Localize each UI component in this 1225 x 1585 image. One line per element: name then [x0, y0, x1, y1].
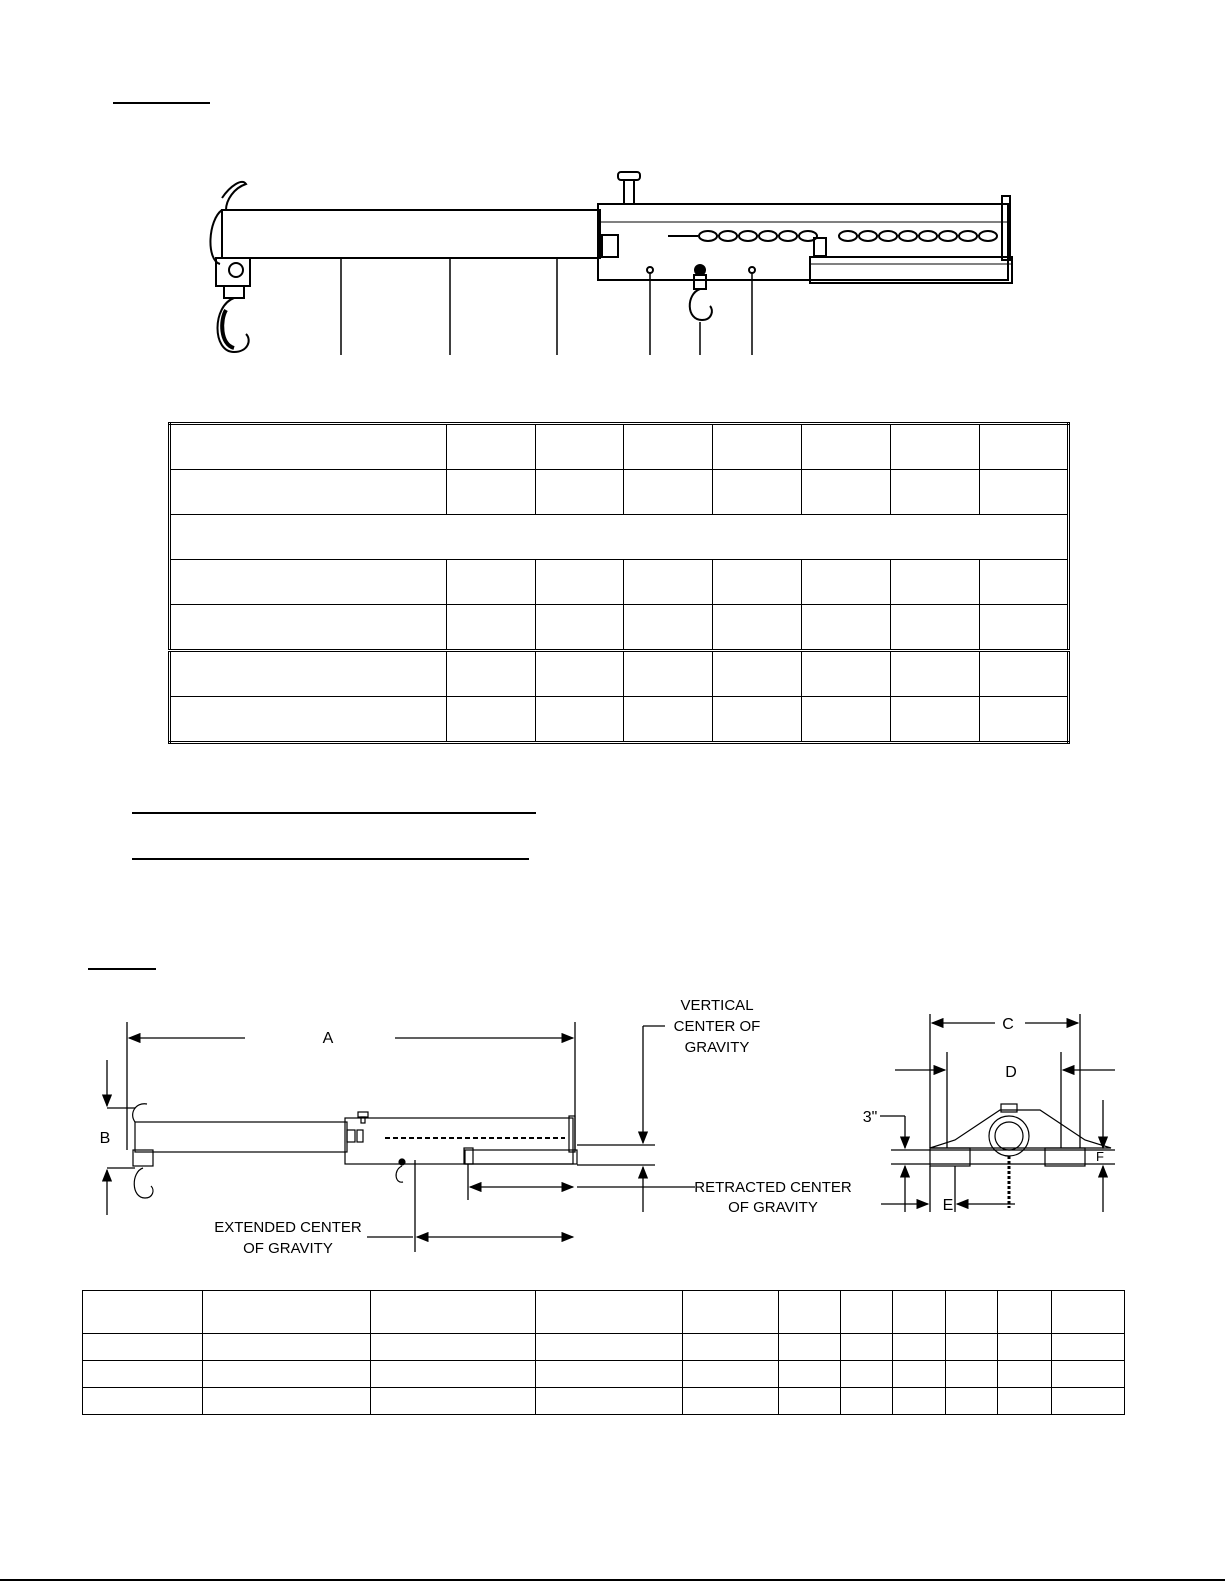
table-row: [170, 651, 1069, 697]
table-row: [170, 605, 1069, 651]
dim-label-e: E: [942, 1197, 954, 1214]
table-row: [170, 560, 1069, 605]
vertical-cg-line3: GRAVITY: [684, 1039, 750, 1056]
blank-line-1: [132, 812, 536, 814]
capacity-table: [168, 422, 1070, 744]
extended-cg-line1: EXTENDED CENTER: [214, 1219, 362, 1236]
vertical-cg-line2: CENTER OF: [673, 1018, 761, 1035]
end-view-drawing: [930, 1104, 1111, 1208]
t-handle-pin: [618, 172, 640, 204]
table-row: [83, 1334, 1125, 1361]
table-row: [170, 470, 1069, 515]
section-heading-underline-bottom: [88, 968, 156, 970]
table-header-row: [83, 1291, 1125, 1334]
dim-label-c: C: [1002, 1016, 1014, 1033]
vertical-cg-line1: VERTICAL: [680, 997, 754, 1014]
middle-swivel-hook: [690, 265, 712, 320]
table-row: [170, 697, 1069, 743]
section-heading-underline-top: [113, 102, 210, 104]
boom-side-view-small: [133, 1104, 577, 1198]
extended-cg-line2: OF GRAVITY: [243, 1240, 333, 1257]
table-row: [170, 424, 1069, 470]
dim-label-a: A: [322, 1030, 334, 1047]
dim-label-f: F: [1096, 1149, 1104, 1164]
footer-rule: [0, 1579, 1225, 1581]
dim-label-b: B: [99, 1130, 111, 1147]
retracted-cg-line1: RETRACTED CENTER: [694, 1179, 852, 1196]
dim-label-3in: 3": [862, 1109, 878, 1126]
boom-side-view-drawing: [190, 160, 1030, 365]
retracted-cg-line2: OF GRAVITY: [728, 1199, 818, 1216]
dimension-table: [82, 1290, 1125, 1415]
dimension-drawing: [95, 990, 1125, 1265]
end-swivel-hook: [210, 182, 250, 352]
chain: [668, 231, 997, 256]
table-row: [83, 1388, 1125, 1415]
table-row: [83, 1361, 1125, 1388]
outer-boom-sleeve: [598, 204, 1008, 280]
blank-line-2: [132, 858, 529, 860]
dim-label-d: D: [1005, 1064, 1017, 1081]
table-row-full-width: [170, 515, 1069, 560]
inner-boom-tube: [222, 210, 600, 258]
